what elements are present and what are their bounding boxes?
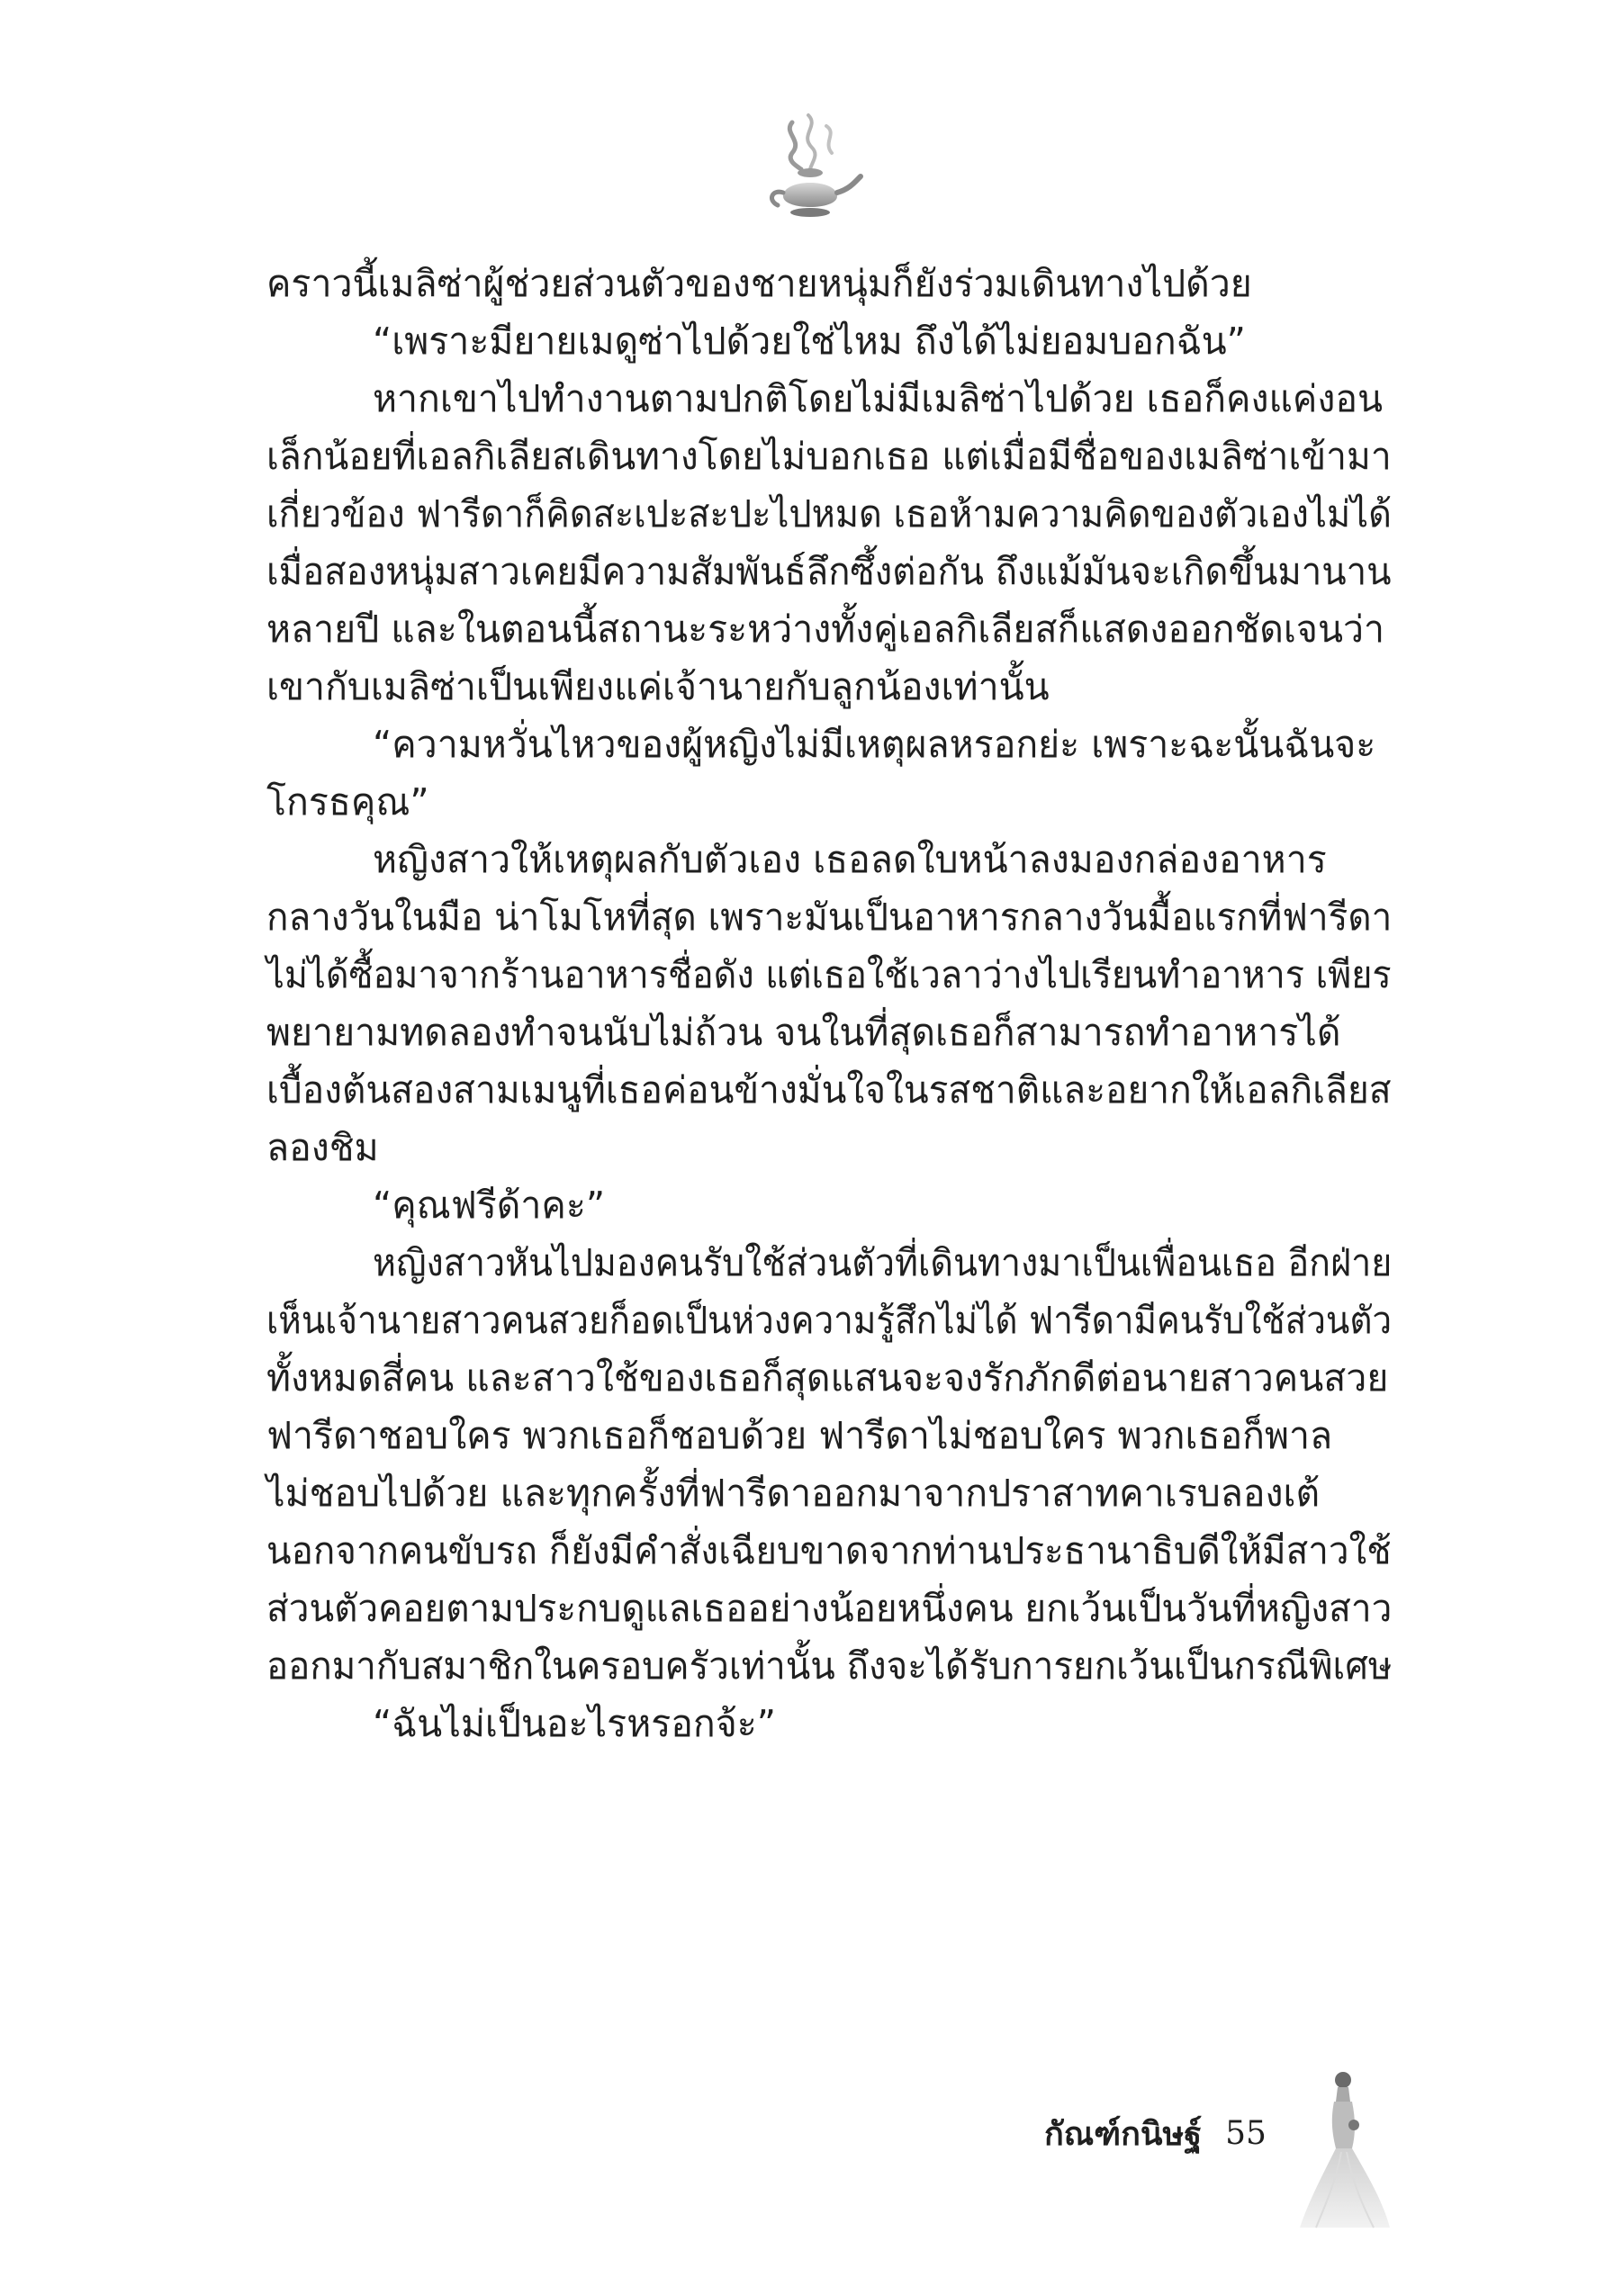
text-line: กลางวันในมือ น่าโมโหที่สุด เพราะมันเป็นอาหารกลางวันมื้อแรกที่ฟารีดา (266, 896, 1393, 939)
text-line: ไม่ได้ซื้อมาจากร้านอาหารชื่อดัง แต่เธอใช้เวลาว่างไปเรียนทำอาหาร เพียร (266, 953, 1392, 996)
text-line: หลายปี และในตอนนี้สถานะระหว่างทั้งคู่เอลกิเลียสก็แสดงออกชัดเจนว่า (266, 608, 1385, 651)
text-line: เกี่ยวข้อง ฟารีดาก็คิดสะเปะสะปะไปหมด เธอห้ามความคิดของตัวเองไม่ได้ (266, 492, 1392, 536)
bride-figure-icon (1296, 2066, 1395, 2232)
page-footer (1044, 2106, 1267, 2160)
page-number: 55 (1225, 2114, 1267, 2152)
text-line: ทั้งหมดสี่คน และสาวใช้ของเธอก็สุดแสนจะจงรักภักดีต่อนายสาวคนสวย (266, 1356, 1389, 1400)
text-line: คราวนี้เมลิซ่าผู้ช่วยส่วนตัวของชายหนุ่มก็ยังร่วมเดินทางไปด้วย (266, 262, 1252, 305)
text-line: หากเขาไปทำงานตามปกติโดยไม่มีเมลิซ่าไปด้วย เธอก็คงแค่งอน (373, 377, 1384, 420)
text-line: “ฉันไม่เป็นอะไรหรอกจ้ะ” (373, 1702, 776, 1745)
text-line: ส่วนตัวคอยตามประกบดูแลเธออย่างน้อยหนึ่งคน ยกเว้นเป็นวันที่หญิงสาว (266, 1587, 1393, 1630)
text-line: เขากับเมลิซ่าเป็นเพียงแค่เจ้านายกับลูกน้องเท่านั้น (266, 665, 1050, 708)
text-line: ออกมากับสมาชิกในครอบครัวเท่านั้น ถึงจะได้รับการยกเว้นเป็นกรณีพิเศษ (266, 1644, 1393, 1688)
text-line: นอกจากคนขับรถ ก็ยังมีคำสั่งเฉียบขาดจากท่านประธานาธิบดีให้มีสาวใช้ (266, 1529, 1392, 1572)
text-line: เล็กน้อยที่เอลกิเลียสเดินทางโดยไม่บอกเธอ แต่เมื่อมีชื่อของเมลิซ่าเข้ามา (266, 435, 1392, 478)
text-line: ไม่ชอบไปด้วย และทุกครั้งที่ฟารีดาออกมาจากปราสาทคาเรบลองเต้ (266, 1472, 1321, 1515)
text-line: โกรธคุณ” (266, 780, 429, 824)
book-title: กัณฑ์กนิษฐ์ (1044, 2115, 1203, 2153)
teapot-ornament-icon (756, 106, 864, 232)
text-line: “เพราะมียายเมดูซ่าไปด้วยใช่ไหม ถึงได้ไม่ยอมบอกฉัน” (373, 320, 1246, 363)
text-line: “ความหวั่นไหวของผู้หญิงไม่มีเหตุผลหรอกย่ะ เพราะฉะนั้นฉันจะ (373, 723, 1376, 766)
text-line: เห็นเจ้านายสาวคนสวยก็อดเป็นห่วงความรู้สึกไม่ได้ ฟารีดามีคนรับใช้ส่วนตัว (266, 1299, 1393, 1342)
text-line: หญิงสาวให้เหตุผลกับตัวเอง เธอลดใบหน้าลงมองกล่องอาหาร (373, 838, 1327, 881)
text-line: ฟารีดาชอบใคร พวกเธอก็ชอบด้วย ฟารีดาไม่ชอบใคร พวกเธอก็พาล (266, 1414, 1333, 1457)
text-line: หญิงสาวหันไปมองคนรับใช้ส่วนตัวที่เดินทางมาเป็นเพื่อนเธอ อีกฝ่าย (373, 1241, 1393, 1284)
text-line: ลองชิม (266, 1126, 379, 1169)
text-line: เมื่อสองหนุ่มสาวเคยมีความสัมพันธ์ลึกซึ้งต่อกัน ถึงแม้มันจะเกิดขึ้นมานาน (266, 550, 1392, 593)
text-line: เบื้องต้นสองสามเมนูที่เธอค่อนข้างมั่นใจในรสชาติและอยากให้เอลกิเลียส (266, 1068, 1392, 1112)
text-line: “คุณฟรีด้าคะ” (373, 1184, 606, 1227)
text-line: พยายามทดลองทำจนนับไม่ถ้วน จนในที่สุดเธอก็สามารถทำอาหารได้ (266, 1011, 1341, 1054)
